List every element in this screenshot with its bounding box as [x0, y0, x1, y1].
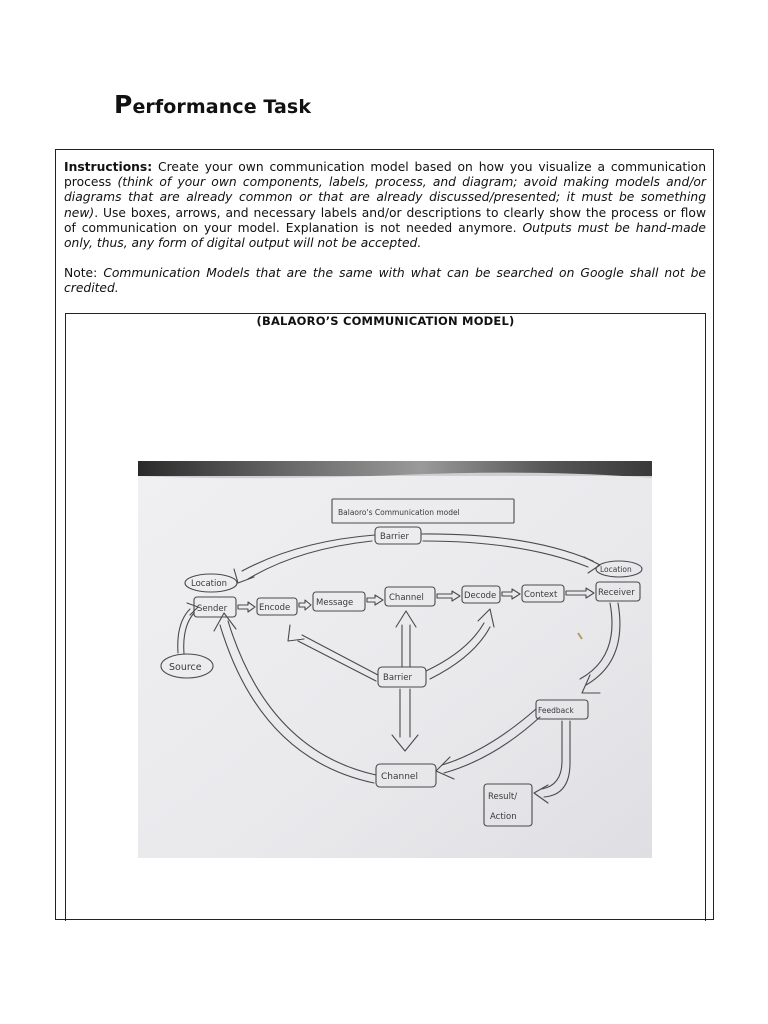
- instructions-text-2: (think of your own components, labels, process, and diagram; avoid making models and/or diagrams that are already common or that are already discussed/presented; it must be something new): [64, 175, 706, 220]
- label-context: Context: [524, 590, 558, 600]
- label-receiver: Receiver: [598, 588, 635, 598]
- hand-drawn-model-photo: [138, 461, 652, 858]
- instructions-text-4: Outputs must be hand-made only, thus, any form of digital output will not be accepted.: [64, 220, 706, 251]
- task-box: [55, 149, 714, 920]
- label-barrier-top: Barrier: [380, 532, 409, 542]
- note-paragraph: [64, 266, 706, 296]
- label-location-left: Location: [191, 579, 227, 589]
- label-feedback: Feedback: [538, 706, 574, 715]
- label-message: Message: [316, 598, 354, 608]
- note-label: Note:: [64, 266, 98, 280]
- label-decode: Decode: [464, 591, 497, 601]
- instructions-text-1: Create your own communication model based on how you visualize a communication process: [64, 160, 706, 190]
- drawing-title: Balaoro's Communication model: [338, 508, 460, 517]
- label-channel-mid: Channel: [389, 593, 424, 603]
- label-sender: Sender: [197, 604, 228, 614]
- label-result-line1: Result/: [488, 792, 518, 802]
- model-box: [65, 313, 706, 921]
- instructions-label: Instructions:: [64, 160, 153, 174]
- model-heading: (BALAORO’S COMMUNICATION MODEL): [256, 314, 515, 328]
- instructions-paragraph: [64, 160, 706, 251]
- label-location-right: Location: [600, 565, 632, 574]
- label-result-line2: Action: [490, 812, 517, 822]
- page-title-initial: P: [114, 90, 133, 119]
- label-encode: Encode: [259, 603, 291, 613]
- paper-background: [138, 461, 652, 858]
- label-source: Source: [169, 662, 202, 673]
- label-channel-bottom: Channel: [381, 772, 418, 782]
- label-barrier-mid: Barrier: [383, 673, 412, 683]
- hand-drawn-diagram: [138, 461, 652, 858]
- note-text: Communication Models that are the same with what can be searched on Google shall not be credited.: [64, 266, 706, 296]
- page-title-rest: erformance Task: [132, 96, 312, 118]
- instructions-text-3: . Use boxes, arrows, and necessary labels and/or descriptions to clearly show the process or flow of communication on your model. Explanation is not needed anymore.: [64, 205, 706, 235]
- page-title: [114, 92, 311, 117]
